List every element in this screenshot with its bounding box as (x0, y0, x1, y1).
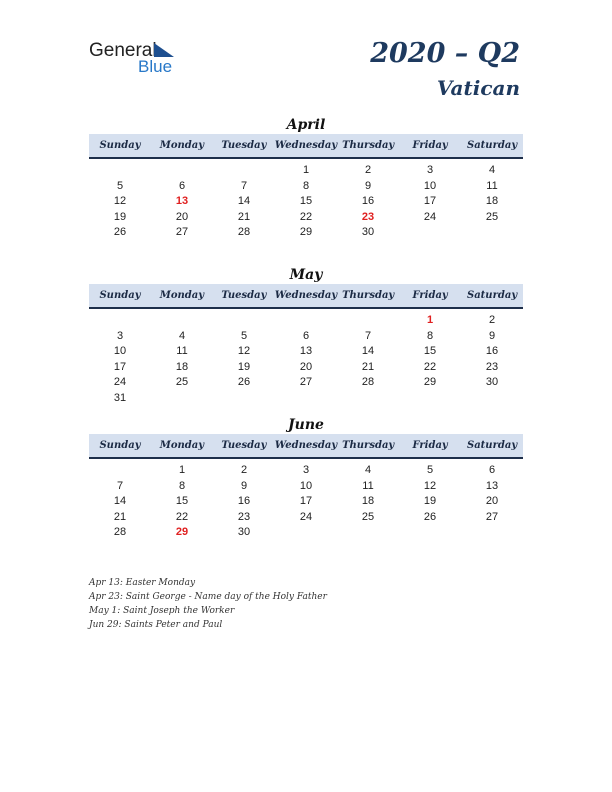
week-row (89, 344, 523, 360)
day-cell: 6 (488, 464, 496, 476)
weekday-label: Wednesday (274, 140, 338, 151)
weeks (89, 159, 523, 241)
day-cell (213, 163, 275, 179)
day-cell: 18 (175, 360, 189, 373)
weekday-label: Tuesday (221, 290, 267, 301)
day-cell: 27 (175, 226, 189, 238)
week-row (89, 375, 523, 391)
weekday-label: Friday (412, 140, 448, 151)
day-cell (213, 313, 275, 329)
weekday-header-row (89, 134, 523, 159)
day-cell: 28 (237, 226, 251, 238)
day-cell: 13 (485, 479, 499, 492)
day-cell: 21 (113, 510, 127, 523)
day-cell: 26 (423, 510, 437, 523)
day-cell: 20 (299, 360, 313, 373)
day-cell: 17 (113, 360, 127, 373)
day-cell (275, 391, 337, 407)
month-april (89, 116, 523, 241)
day-cell: 14 (113, 495, 127, 507)
holiday-notes (89, 576, 327, 632)
day-cell: 11 (486, 179, 498, 192)
holiday-note: Jun 29: Saints Peter and Paul (89, 620, 223, 630)
day-cell: 14 (361, 345, 375, 357)
day-cell: 21 (237, 210, 251, 223)
weekday-label: Monday (159, 290, 205, 301)
day-cell: 20 (485, 495, 499, 507)
day-cell: 25 (485, 210, 499, 223)
day-cell: 16 (361, 195, 375, 207)
day-cell: 19 (113, 210, 127, 223)
day-cell (275, 313, 337, 329)
month-may (89, 266, 523, 406)
weekday-label: Sunday (99, 140, 141, 151)
week-row (89, 391, 523, 407)
holiday-note: Apr 23: Saint George - Name day of the Holy Father (89, 592, 327, 602)
day-cell: 10 (113, 345, 127, 357)
day-cell: 16 (485, 345, 499, 357)
quarter-title: 2020 – Q2 (370, 38, 520, 69)
weekday-label: Saturday (466, 140, 518, 151)
week-row (89, 210, 523, 226)
day-cell (461, 525, 523, 541)
country-title: Vatican (436, 76, 520, 100)
day-cell: 16 (237, 495, 251, 507)
day-cell (337, 313, 399, 329)
day-cell (89, 313, 151, 329)
day-cell: 29 (299, 226, 313, 238)
day-cell: 17 (423, 195, 437, 207)
week-row (89, 194, 523, 210)
day-cell (89, 163, 151, 179)
weekday-label: Saturday (466, 290, 518, 301)
day-cell: 28 (361, 376, 375, 388)
day-cell: 23 (485, 360, 499, 373)
day-cell: 7 (240, 179, 248, 192)
weekday-label: Wednesday (274, 290, 338, 301)
weekday-label: Sunday (99, 440, 141, 451)
holiday-day-cell: 1 (426, 314, 434, 326)
day-cell: 20 (175, 210, 189, 223)
day-cell: 22 (299, 210, 313, 223)
day-cell: 19 (237, 360, 251, 373)
holiday-day-cell: 13 (175, 195, 189, 207)
weeks (89, 309, 523, 406)
weekday-label: Sunday (99, 290, 141, 301)
day-cell (399, 225, 461, 241)
day-cell: 9 (240, 479, 248, 492)
day-cell: 27 (485, 510, 499, 523)
month-title: May (289, 267, 323, 283)
day-cell: 11 (362, 479, 374, 492)
week-row (89, 225, 523, 241)
weekday-label: Friday (412, 440, 448, 451)
day-cell: 30 (361, 226, 375, 238)
day-cell: 8 (178, 479, 186, 492)
day-cell: 31 (113, 391, 127, 404)
day-cell (89, 463, 151, 479)
day-cell (275, 525, 337, 541)
weekday-label: Monday (159, 140, 205, 151)
day-cell: 13 (299, 345, 313, 357)
month-title: April (286, 117, 326, 133)
day-cell: 1 (178, 464, 186, 476)
day-cell: 24 (299, 510, 313, 523)
day-cell: 22 (175, 510, 189, 523)
day-cell (337, 391, 399, 407)
day-cell (337, 525, 399, 541)
day-cell: 2 (364, 164, 372, 176)
day-cell: 9 (488, 329, 496, 342)
weekday-label: Friday (412, 290, 448, 301)
logo-general-text: General (89, 40, 157, 61)
day-cell: 26 (113, 226, 127, 238)
logo-blue-text: Blue (138, 57, 173, 76)
week-row (89, 329, 523, 345)
day-cell: 25 (361, 510, 375, 523)
day-cell: 30 (237, 526, 251, 538)
logo (89, 40, 189, 76)
day-cell: 14 (237, 195, 251, 207)
week-row (89, 360, 523, 376)
day-cell (213, 391, 275, 407)
day-cell: 15 (423, 345, 437, 357)
week-row (89, 510, 523, 526)
holiday-note: Apr 13: Easter Monday (89, 578, 196, 588)
day-cell (151, 163, 213, 179)
day-cell: 29 (423, 376, 437, 388)
day-cell: 18 (485, 195, 499, 207)
day-cell: 12 (113, 195, 127, 207)
day-cell: 19 (423, 495, 437, 507)
day-cell: 12 (237, 345, 251, 357)
logo-flag-icon (154, 43, 174, 57)
day-cell (399, 525, 461, 541)
day-cell: 15 (299, 195, 313, 207)
day-cell: 2 (240, 464, 248, 476)
day-cell: 27 (299, 376, 313, 388)
week-row (89, 463, 523, 479)
day-cell: 3 (116, 329, 124, 342)
holiday-day-cell: 23 (361, 210, 375, 223)
day-cell: 3 (426, 164, 434, 176)
day-cell: 1 (302, 164, 310, 176)
day-cell: 6 (178, 179, 186, 192)
week-row (89, 494, 523, 510)
day-cell: 25 (175, 376, 189, 388)
day-cell (461, 225, 523, 241)
week-row (89, 179, 523, 195)
month-title: June (288, 417, 324, 433)
month-june (89, 416, 523, 541)
day-cell: 28 (113, 526, 127, 538)
weekday-label: Wednesday (274, 440, 338, 451)
day-cell: 2 (488, 314, 496, 326)
week-row (89, 313, 523, 329)
day-cell: 21 (361, 360, 375, 373)
day-cell: 8 (426, 329, 434, 342)
day-cell: 15 (175, 495, 189, 507)
day-cell: 7 (364, 329, 372, 342)
day-cell: 8 (302, 179, 310, 192)
day-cell: 26 (237, 376, 251, 388)
day-cell: 18 (361, 495, 375, 507)
day-cell: 10 (299, 479, 313, 492)
day-cell: 24 (113, 376, 127, 388)
weekday-label: Monday (159, 440, 205, 451)
day-cell (151, 391, 213, 407)
day-cell: 4 (178, 329, 186, 342)
day-cell (461, 391, 523, 407)
day-cell: 4 (488, 164, 496, 176)
day-cell: 7 (116, 479, 124, 492)
day-cell: 22 (423, 360, 437, 373)
day-cell: 5 (116, 179, 124, 192)
day-cell: 17 (299, 495, 313, 507)
day-cell: 3 (302, 464, 310, 476)
day-cell (151, 313, 213, 329)
weeks (89, 459, 523, 541)
day-cell: 4 (364, 464, 372, 476)
holiday-day-cell: 29 (175, 526, 189, 538)
week-row (89, 163, 523, 179)
weekday-label: Tuesday (221, 140, 267, 151)
day-cell: 5 (240, 329, 248, 342)
day-cell: 23 (237, 510, 251, 523)
weekday-label: Thursday (342, 140, 395, 151)
weekday-label: Thursday (342, 290, 395, 301)
day-cell: 30 (485, 376, 499, 388)
day-cell: 24 (423, 210, 437, 223)
week-row (89, 479, 523, 495)
week-row (89, 525, 523, 541)
day-cell: 9 (364, 179, 372, 192)
day-cell: 6 (302, 329, 310, 342)
holiday-note: May 1: Saint Joseph the Worker (89, 606, 235, 616)
day-cell: 10 (423, 179, 437, 192)
weekday-label: Tuesday (221, 440, 267, 451)
day-cell (399, 391, 461, 407)
weekday-label: Saturday (466, 440, 518, 451)
weekday-header-row (89, 284, 523, 309)
weekday-header-row (89, 434, 523, 459)
day-cell: 12 (423, 479, 437, 492)
day-cell: 5 (426, 464, 434, 476)
weekday-label: Thursday (342, 440, 395, 451)
day-cell: 11 (176, 345, 188, 357)
